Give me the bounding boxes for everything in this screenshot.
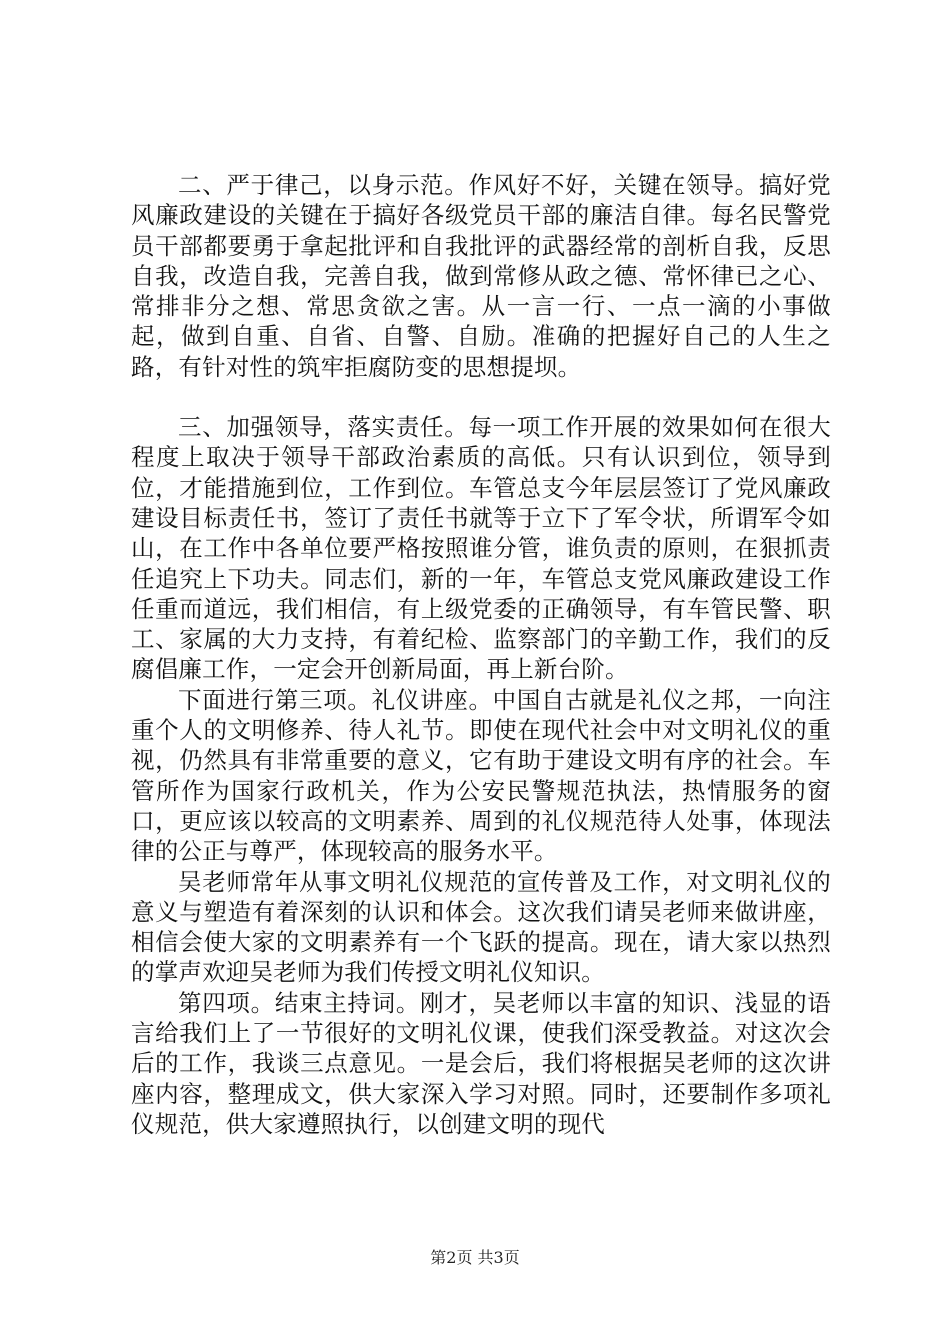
paragraph-teacher-wu-intro: 吴老师常年从事文明礼仪规范的宣传普及工作，对文明礼仪的意义与塑造有着深刻的认识和体会。这次我们请吴老师来做讲座，相信会使大家的文明素养有一个飞跃的提高。现在，请大家以热烈的掌声欢迎吴老师为我们传授文明礼仪知识。	[131, 867, 831, 987]
paragraph-strict-self-discipline: 二、严于律己，以身示范。作风好不好，关键在领导。搞好党风廉政建设的关键在于搞好各级党员干部的廉洁自律。每名民警党员干部都要勇于拿起批评和自我批评的武器经常的剖析自我，反思自我，改造自我，完善自我，做到常修从政之德、常怀律已之心、常排非分之想、常思贪欲之害。从一言一行、一点一滴的小事做起，做到自重、自省、自警、自励。准确的把握好自己的人生之路，有针对性的筑牢拒腐防变的思想提坝。	[131, 171, 831, 381]
page-footer: 第2页 共3页	[430, 1248, 520, 1267]
paragraph-strengthen-leadership: 三、加强领导，落实责任。每一项工作开展的效果如何在很大程度上取决于领导干部政治素质的高低。只有认识到位，领导到位，才能措施到位，工作到位。车管总支今年层层签订了党风廉政建设目标责任书，签订了责任书就等于立下了军令状，所谓军令如山，在工作中各单位要严格按照谁分管，谁负责的原则，在狠抓责任追究上下功夫。同志们，新的一年，车管总支党风廉政建设工作任重而道远，我们相信，有上级党委的正确领导，有车管民警、职工、家属的大力支持，有着纪检、监察部门的辛勤工作，我们的反腐倡廉工作，一定会开创新局面，再上新台阶。	[131, 413, 831, 684]
paragraph-etiquette-lecture: 下面进行第三项。礼仪讲座。中国自古就是礼仪之邦，一向注重个人的文明修养、待人礼节。即使在现代社会中对文明礼仪的重视，仍然具有非常重要的意义，它有助于建设文明有序的社会。车管所作为国家行政机关，作为公安民警规范执法，热情服务的窗口，更应该以较高的文明素养、周到的礼仪规范待人处事，体现法律的公正与尊严，体现较高的服务水平。	[131, 685, 831, 866]
document-body	[131, 170, 831, 1139]
paragraph-closing-remarks: 第四项。结束主持词。刚才，吴老师以丰富的知识、浅显的语言给我们上了一节很好的文明礼仪课，使我们深受教益。对这次会后的工作，我谈三点意见。一是会后，我们将根据吴老师的这次讲座内容，整理成文，供大家深入学习对照。同时，还要制作多项礼仪规范，供大家遵照执行，以创建文明的现代	[131, 988, 831, 1138]
